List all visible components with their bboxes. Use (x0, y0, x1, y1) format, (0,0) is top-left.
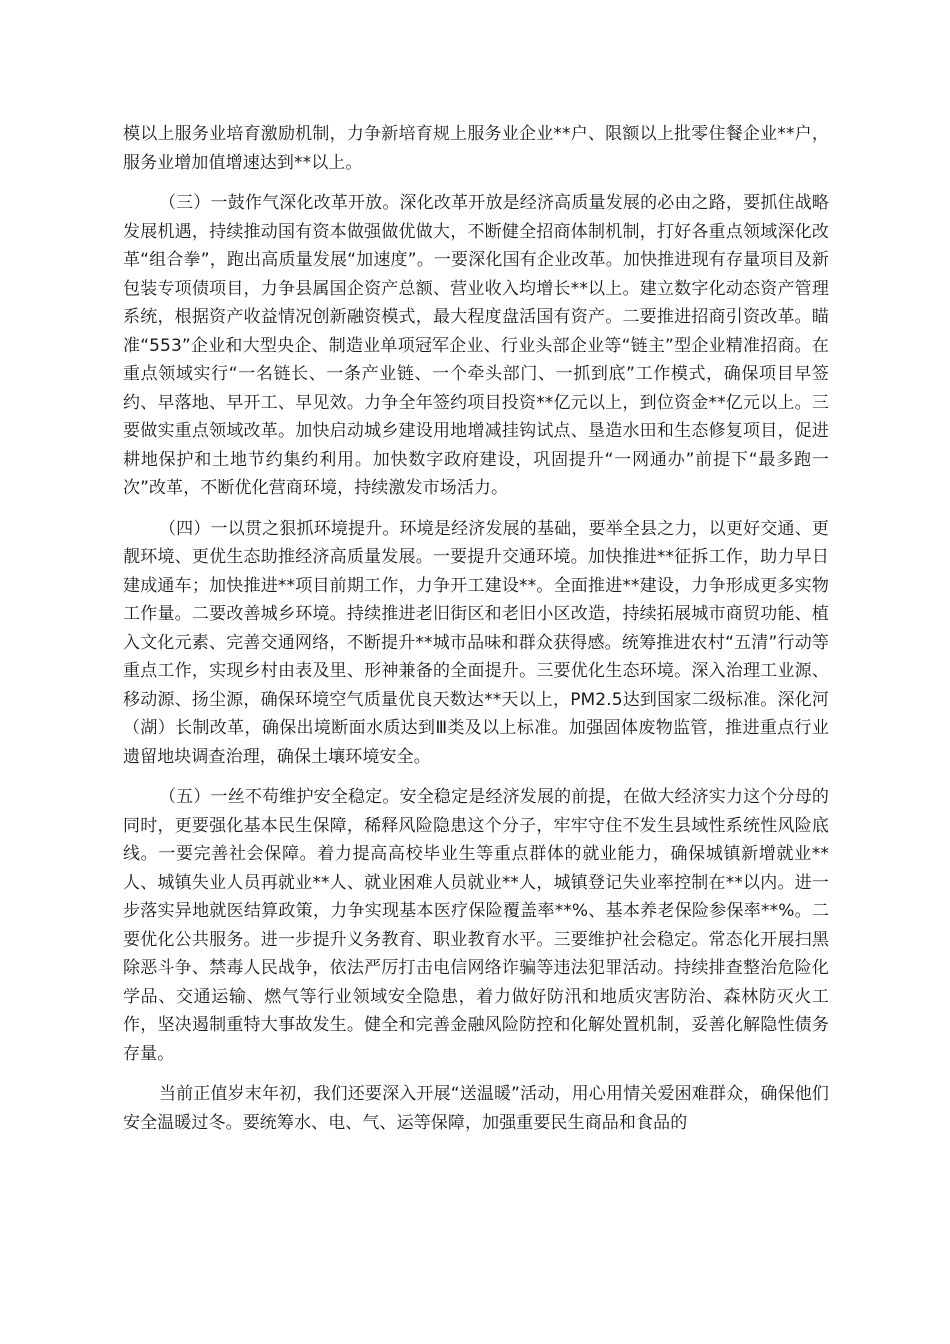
paragraph-closing: 当前正值岁末年初，我们还要深入开展“送温暖”活动，用心用情关爱困难群众，确保他们安全温暖过冬。要统筹水、电、气、运等保障，加强重要民生商品和食品的 (123, 1084, 829, 1133)
paragraph-continuation: 模以上服务业培育激励机制，力争新培育规上服务业企业**户、限额以上批零住餐企业**户，服务业增加值增速达到**以上。 (123, 124, 829, 173)
paragraph-section-five: （五）一丝不苟维护安全稳定。安全稳定是经济发展的前提，在做大经济实力这个分母的同时，更要强化基本民生保障，稀释风险隐患这个分子，牢牢守住不发生县域性系统性风险底线。一要完善社会保障。着力提高高校毕业生等重点群体的就业能力，确保城镇新增就业**人、城镇失业人员再就业**人、就业困难人员就业**人，城镇登记失业率控制在**以内。进一步落实异地就医结算政策，力争实现基本医疗保险覆盖率**%、基本养老保险参保率**%。二要优化公共服务。进一步提升义务教育、职业教育水平。三要维护社会稳定。常态化开展扫黑除恶斗争、禁毒人民战争，依法严厉打击电信网络诈骗等违法犯罪活动。持续排查整治危险化学品、交通运输、燃气等行业领域安全隐患，着力做好防汛和地质灾害防治、森林防灭火工作，坚决遏制重特大事故发生。健全和完善金融风险防控和化解处置机制，妥善化解隐性债务存量。 (123, 787, 829, 1064)
paragraph-section-three: （三）一鼓作气深化改革开放。深化改革开放是经济高质量发展的必由之路，要抓住战略发展机遇，持续推动国有资本做强做优做大，不断健全招商体制机制，打好各重点领域深化改革“组合拳”，跑出高质量发展“加速度”。一要深化国有企业改革。加快推进现有存量项目及新包装专项债项目，力争县属国企资产总额、营业收入均增长**以上。建立数字化动态资产管理系统，根据资产收益情况创新融资模式，最大程度盘活国有资产。二要推进招商引资改革。瞄准“553”企业和大型央企、制造业单项冠军企业、行业头部企业等“链主”型企业精准招商。在重点领域实行“一名链长、一条产业链、一个牵头部门、一抓到底”工作模式，确保项目早签约、早落地、早开工、早见效。力争全年签约项目投资**亿元以上，到位资金**亿元以上。三要做实重点领域改革。加快启动城乡建设用地增减挂钩试点、垦造水田和生态修复项目，促进耕地保护和土地节约集约利用。加快数字政府建设，巩固提升“一网通办”前提下“最多跑一次”改革，不断优化营商环境，持续激发市场活力。 (123, 193, 829, 498)
paragraph-section-four: （四）一以贯之狠抓环境提升。环境是经济发展的基础，要举全县之力，以更好交通、更靓环境、更优生态助推经济高质量发展。一要提升交通环境。加快推进**征拆工作，助力早日建成通车；加快推进**项目前期工作，力争开工建设**。全面推进**建设，力争形成更多实物工作量。二要改善城乡环境。持续推进老旧街区和老旧小区改造，持续拓展城市商贸功能、植入文化元素、完善交通网络，不断提升**城市品味和群众获得感。统筹推进农村“五清”行动等重点工作，实现乡村由表及里、形神兼备的全面提升。三要优化生态环境。深入治理工业源、移动源、扬尘源，确保环境空气质量优良天数达**天以上，PM2.5达到国家二级标准。深化河（湖）长制改革，确保出境断面水质达到Ⅲ类及以上标准。加强固体废物监管，推进重点行业遗留地块调查治理，确保土壤环境安全。 (123, 518, 829, 767)
document-body (123, 120, 829, 1149)
